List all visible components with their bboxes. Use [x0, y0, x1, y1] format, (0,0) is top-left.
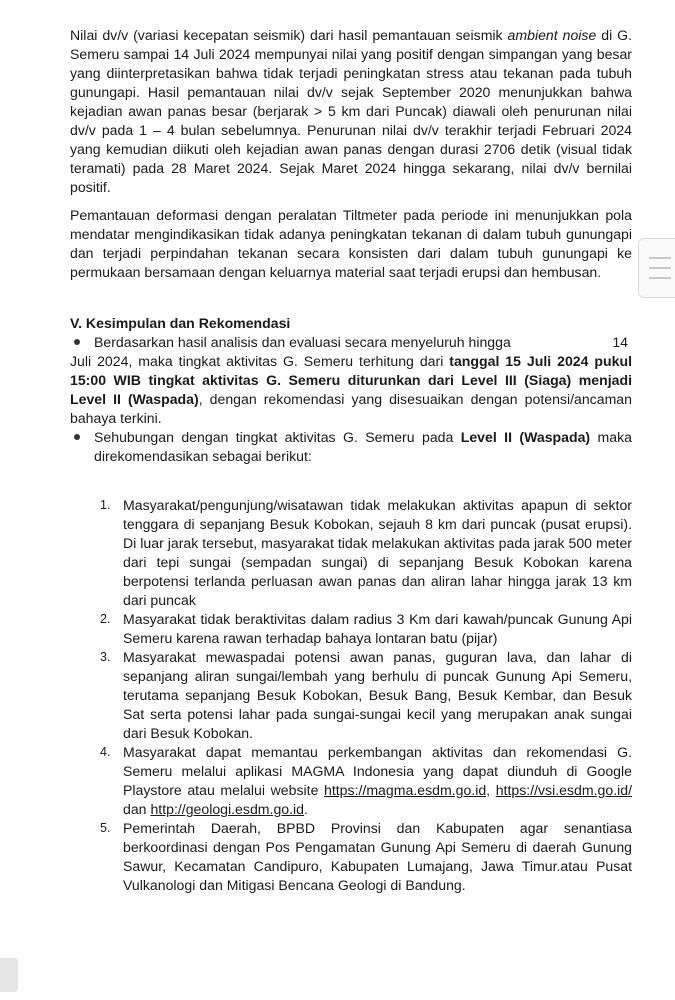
bullet-dot-icon — [74, 339, 80, 345]
recommendation-item-5 — [100, 819, 632, 895]
recommendation-item-1 — [100, 496, 632, 610]
section-heading: V. Kesimpulan dan Rekomendasi — [70, 315, 291, 331]
recommendation-item-2 — [100, 610, 632, 648]
list-number: 5. — [100, 821, 111, 835]
bullet-dot-icon — [74, 434, 80, 440]
bullet-item-recommendation — [70, 428, 632, 466]
menu-line — [649, 277, 671, 279]
bullet-lead-number: 14 — [612, 334, 628, 350]
bullet-continuation — [70, 352, 632, 428]
bullet-text-a: Juli 2024, maka tingkat aktivitas G. Semeru terhitung dari — [70, 353, 450, 369]
list-text: Masyarakat/pengunjung/wisatawan tidak melakukan aktivitas apapun di sektor tenggara di sepanjang Besuk Kobokan, sejauh 8 km dari puncak (pusat erupsi). Di luar jarak tersebut, masyarakat tidak melakukan aktivitas pada jarak 500 meter dari tepi sungai (sempadan sungai) di sepanjang Besuk Kobokan karena berpotensi terlanda perluasan awan panas dan aliran lahar hingga jarak 13 km dari puncak — [123, 497, 632, 608]
bullet2-text-b: maka direkomendasikan sebagai berikut: — [94, 429, 632, 464]
list-text: Pemerintah Daerah, BPBD Provinsi dan Kabupaten agar senantiasa berkoordinasi dengan Pos Pengamatan Gunung Api Semeru di daerah Gunung Sawur, Kecamatan Candipuro, Kabupaten Lumajang, Jawa Timur.atau Pusat Vulkanologi dan Mitigasi Bencana Geologi di Bandung. — [123, 820, 632, 893]
paragraph-dvv-text-b: di G. Semeru sampai 14 Juli 2024 mempunyai nilai yang positif dengan simpangan yang besar yang diinterpretasikan bahwa tidak terjadi peningkatan stress atau tekanan pada tubuh gunungapi. Hasil pemantauan nilai dv/v sejak September 2020 menunjukkan bahwa kejadian awan panas besar (berjarak > 5 km dari Puncak) diawali oleh penurunan nilai dv/v pada 1 – 4 bulan sebelumnya. Penurunan nilai dv/v terakhir terjadi Februari 2024 yang kemudian diikuti oleh kejadian awan panas dengan durasi 2706 detik (visual tidak teramati) pada 28 Maret 2024. Sejak Maret 2024 hingga sekarang, nilai dv/v bernilai positif. — [70, 27, 633, 195]
paragraph-deformasi: Pemantauan deformasi dengan peralatan Tiltmeter pada periode ini menunjukkan pola mendatar mengindikasikan tidak adanya peningkatan tekanan di dalam tubuh gunungapi dan terjadi perpindahan tekanan secara konsisten dari dalam tubuh gunungapi ke permukaan bersamaan dengan keluarnya material saat terjadi erupsi dan hembusan. — [70, 207, 632, 280]
bullet-text-b: , dengan rekomendasi yang disesuaikan dengan potensi/ancaman bahaya terkini. — [70, 391, 632, 426]
vsi-link[interactable]: https://vsi.esdm.go.id/ — [495, 782, 633, 798]
paragraph-dvv — [70, 26, 632, 197]
bullet-lead-text: Berdasarkan hasil analisis dan evaluasi secara menyeluruh hingga — [94, 334, 511, 350]
document-page — [70, 26, 632, 895]
list-text-and: dan — [123, 801, 151, 817]
list-number: 2. — [100, 612, 111, 626]
list-text: Masyarakat mewaspadai potensi awan panas, guguran lava, dan lahar di sepanjang aliran sungai/lembah yang berhulu di puncak Gunung Api Semeru, terutama sepanjang Besuk Kobokan, Besuk Bang, Besuk Kembar, dan Besuk Sat serta potensi lahar pada sungai-sungai kecil yang merupakan anak sungai dari Besuk Kobokan. — [123, 649, 632, 741]
list-number: 3. — [100, 650, 111, 664]
geologi-link[interactable]: http://geologi.esdm.go.id — [150, 801, 305, 817]
bullet-item-level-change — [70, 333, 632, 428]
bullet2-text-a: Sehubungan dengan tingkat aktivitas G. Semeru pada — [94, 429, 461, 445]
list-text: Masyarakat dapat memantau perkembangan aktivitas dan rekomendasi G. Semeru melalui aplikasi MAGMA Indonesia yang dapat diunduh di Google Playstore atau melalui website — [123, 744, 632, 798]
magma-link[interactable]: https://magma.esdm.go.id, — [324, 782, 491, 798]
paragraph-dvv-emphasis: ambient noise — [507, 27, 597, 43]
list-number: 4. — [100, 745, 111, 759]
list-text-end: . — [304, 801, 308, 817]
bullet-lead-line — [94, 333, 632, 352]
bullet-bold-text: tanggal 15 Juli 2024 pukul 15:00 WIB tingkat aktivitas G. Semeru diturunkan dari Level III (Siaga) menjadi Level II (Waspada) — [70, 353, 632, 407]
page-corner-icon[interactable] — [0, 958, 18, 992]
recommendation-item-4 — [100, 743, 632, 819]
recommendation-item-3 — [100, 648, 632, 743]
paragraph-dvv-text-a: Nilai dv/v (variasi kecepatan seismik) dari hasil pemantauan seismik — [70, 27, 508, 43]
bullet2-bold-text: Level II (Waspada) — [460, 429, 591, 445]
list-number: 1. — [100, 498, 111, 512]
recommendation-list — [70, 496, 632, 895]
menu-lines-icon[interactable] — [638, 238, 675, 298]
menu-line — [649, 267, 671, 269]
menu-line — [649, 257, 671, 259]
conclusion-bullets — [70, 333, 632, 466]
list-text: Masyarakat tidak beraktivitas dalam radius 3 Km dari kawah/puncak Gunung Api Semeru karena rawan terhadap bahaya lontaran batu (pijar) — [123, 611, 632, 646]
